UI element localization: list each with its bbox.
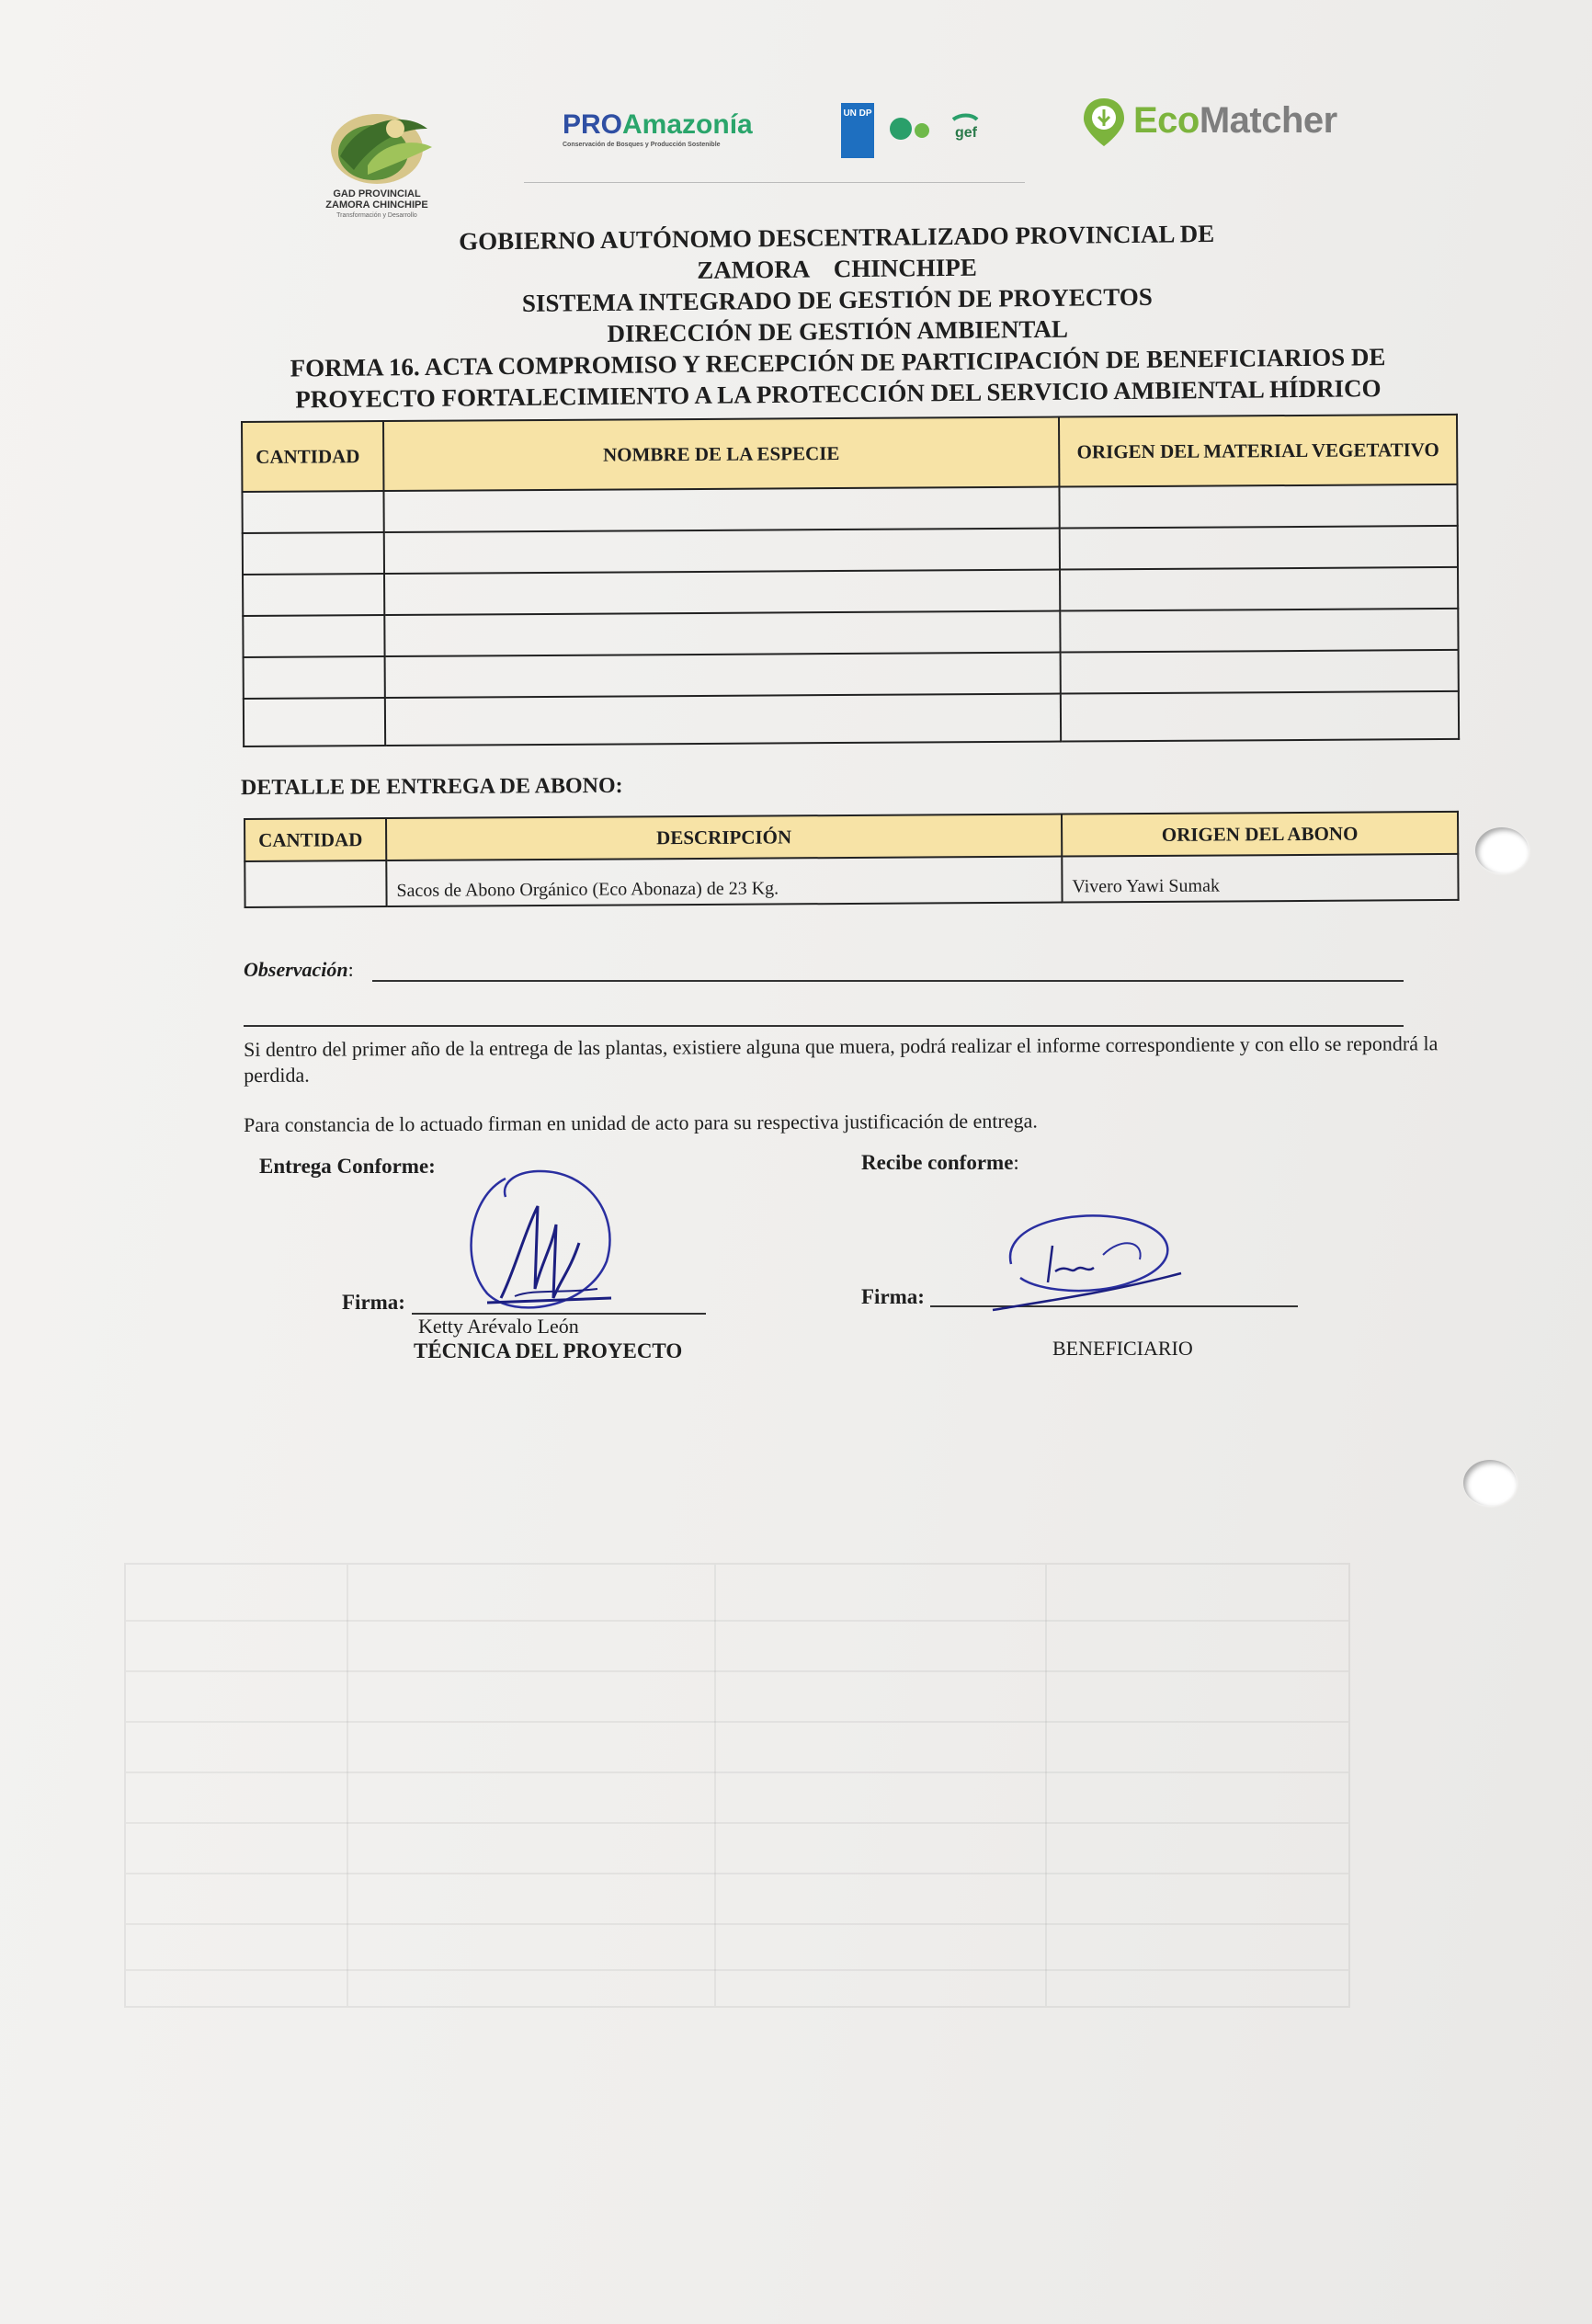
header-nombre-especie: NOMBRE DE LA ESPECIE bbox=[383, 417, 1059, 491]
table-row bbox=[243, 567, 1458, 616]
punch-hole-lower bbox=[1463, 1460, 1517, 1506]
entrega-signer-role: TÉCNICA DEL PROYECTO bbox=[414, 1339, 683, 1362]
observation-block bbox=[244, 958, 1404, 982]
entrega-signer-name: Ketty Arévalo León bbox=[418, 1315, 579, 1338]
table-row bbox=[243, 609, 1458, 657]
gef-logo-text: gef bbox=[955, 125, 977, 141]
replacement-paragraph: Si dentro del primer año de la entrega de las plantas, existiere alguna que muera, podrá realizar el informe correspondiente y con ello se repondrá la perdida. bbox=[244, 1031, 1438, 1087]
gad-leaf-icon bbox=[303, 101, 450, 193]
table-row bbox=[244, 691, 1459, 746]
table-row bbox=[243, 526, 1458, 575]
abono-cell-description[interactable]: Sacos de Abono Orgánico (Eco Abonaza) de 23 Kg. bbox=[386, 857, 1062, 906]
table-row bbox=[244, 854, 1458, 907]
entrega-signature-icon bbox=[450, 1160, 625, 1326]
species-cell-name[interactable] bbox=[383, 487, 1059, 532]
entrega-conforme-label: Entrega Conforme: bbox=[259, 1155, 436, 1178]
species-cell-qty[interactable] bbox=[243, 532, 384, 575]
species-cell-name[interactable] bbox=[384, 529, 1060, 574]
species-table-header-row bbox=[242, 415, 1457, 492]
recibe-firma-label: Firma: bbox=[861, 1285, 925, 1308]
header-divider bbox=[524, 182, 1025, 183]
species-cell-qty[interactable] bbox=[243, 615, 384, 657]
species-cell-qty[interactable] bbox=[244, 698, 385, 746]
recibe-signature-icon bbox=[984, 1200, 1195, 1319]
species-cell-origin[interactable] bbox=[1061, 691, 1459, 742]
gad-caption-line2: ZAMORA CHINCHIPE bbox=[325, 199, 428, 211]
species-cell-origin[interactable] bbox=[1060, 609, 1458, 653]
table-row bbox=[242, 484, 1457, 533]
abono-cell-qty[interactable] bbox=[244, 860, 386, 907]
species-cell-origin[interactable] bbox=[1059, 484, 1457, 529]
title-line-2: ZAMORA CHINCHIPE bbox=[697, 253, 977, 284]
species-cell-qty[interactable] bbox=[244, 656, 385, 699]
header-descripcion: DESCRIPCIÓN bbox=[386, 815, 1062, 860]
partner-logos bbox=[887, 110, 988, 152]
species-cell-qty[interactable] bbox=[243, 574, 384, 616]
species-cell-name[interactable] bbox=[384, 570, 1060, 615]
header-cantidad: CANTIDAD bbox=[242, 421, 383, 492]
undp-logo bbox=[841, 103, 874, 158]
proamazonia-logo bbox=[563, 110, 838, 175]
constancia-paragraph: Para constancia de lo actuado firman en unidad de acto para su respectiva justificación de entrega. bbox=[244, 1109, 1038, 1136]
species-cell-name[interactable] bbox=[385, 694, 1061, 746]
recibe-conforme-label: Recibe conforme bbox=[861, 1151, 1014, 1174]
species-cell-qty[interactable] bbox=[242, 491, 383, 533]
abono-cell-origin[interactable]: Vivero Yawi Sumak bbox=[1062, 854, 1458, 903]
recibe-signer-role: BENEFICIARIO bbox=[1052, 1337, 1193, 1360]
observation-line-2 bbox=[244, 1025, 1404, 1027]
species-cell-name[interactable] bbox=[384, 611, 1060, 656]
observation-line-1 bbox=[372, 980, 1404, 982]
title-line-3: SISTEMA INTEGRADO DE GESTIÓN DE PROYECTOS bbox=[521, 282, 1153, 317]
abono-table bbox=[244, 811, 1460, 908]
document-titles bbox=[248, 216, 1427, 416]
observation-label: Observación bbox=[244, 958, 348, 981]
observation-colon: : bbox=[347, 958, 354, 981]
title-line-6: PROYECTO FORTALECIMIENTO A LA PROTECCIÓN DEL SERVICIO AMBIENTAL HÍDRICO bbox=[295, 374, 1382, 414]
species-cell-origin[interactable] bbox=[1061, 650, 1459, 694]
table-row bbox=[244, 650, 1459, 699]
title-line-1: GOBIERNO AUTÓNOMO DESCENTRALIZADO PROVINCIAL DE bbox=[458, 219, 1215, 256]
species-cell-name[interactable] bbox=[385, 653, 1061, 698]
recibe-conforme-heading bbox=[861, 1151, 1019, 1175]
punch-hole-upper bbox=[1475, 827, 1529, 873]
species-cell-origin[interactable] bbox=[1060, 567, 1458, 611]
species-table bbox=[241, 414, 1460, 747]
gad-zamora-logo bbox=[303, 101, 450, 230]
entrega-firma-label: Firma: bbox=[342, 1291, 405, 1314]
ecomatcher-eco-text: Eco bbox=[1133, 100, 1200, 141]
bleed-through-table bbox=[124, 1563, 1350, 2008]
title-line-5: FORMA 16. ACTA COMPROMISO Y RECEPCIÓN DE PARTICIPACIÓN DE BENEFICIARIOS DE bbox=[290, 343, 1386, 382]
header-cantidad: CANTIDAD bbox=[244, 818, 386, 861]
header-origen-material: ORIGEN DEL MATERIAL VEGETATIVO bbox=[1059, 415, 1457, 487]
proamazonia-subtitle: Conservación de Bosques y Producción Sostenible bbox=[563, 142, 721, 148]
map-pin-leaf-icon bbox=[1080, 97, 1128, 148]
species-cell-origin[interactable] bbox=[1060, 526, 1458, 570]
proamazonia-title-rest: Amazonía bbox=[622, 109, 753, 140]
ecomatcher-matcher-text: Matcher bbox=[1199, 100, 1337, 141]
gad-caption-line3: Transformación y Desarrollo bbox=[336, 212, 417, 219]
abono-table-header-row bbox=[244, 812, 1458, 861]
abono-section-heading: DETALLE DE ENTREGA DE ABONO: bbox=[240, 773, 623, 801]
proamazonia-title-pro: PRO bbox=[563, 109, 623, 140]
recibe-conforme-colon: : bbox=[1013, 1151, 1019, 1174]
title-line-4: DIRECCIÓN DE GESTIÓN AMBIENTAL bbox=[607, 314, 1069, 347]
header-origen-abono: ORIGEN DEL ABONO bbox=[1062, 812, 1458, 857]
ecomatcher-logo bbox=[1080, 97, 1411, 148]
undp-logo-text: UN DP bbox=[843, 108, 872, 119]
gad-caption-line1: GAD PROVINCIAL bbox=[333, 188, 421, 199]
